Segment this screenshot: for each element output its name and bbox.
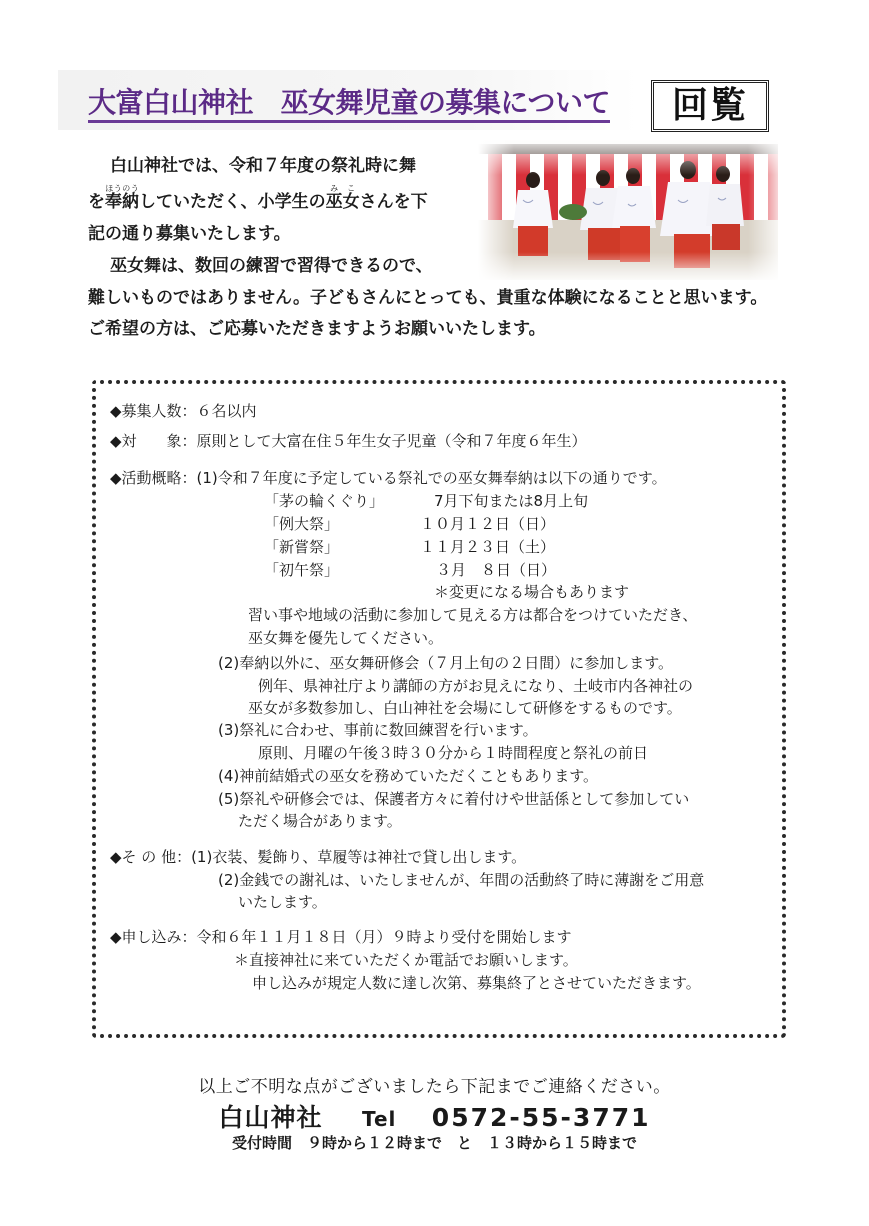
- apply-line-3: 申し込みが規定人数に達し次第、募集終了とさせていただきます。: [252, 974, 701, 992]
- phone-number: 0572-55-3771: [431, 1103, 651, 1132]
- event-date: １１月２３日（土）: [420, 538, 556, 556]
- note-lessons-1: 習い事や地域の活動に参加して見える方は都合をつけていただき、: [248, 606, 698, 624]
- intro-line-1: 白山神社では、令和７年度の祭礼時に舞: [110, 156, 416, 176]
- contact-phone-line: [0, 1098, 869, 1134]
- item5-line-2: ただく場合があります。: [238, 812, 402, 830]
- tel-label: Tel: [361, 1107, 397, 1131]
- apply-line-2: ＊直接神社に来ていただくか電話でお願いします。: [234, 951, 578, 969]
- page-title: 大富白山神社 巫女舞児童の募集について: [88, 86, 610, 123]
- event-name: 「新嘗祭」: [264, 538, 340, 556]
- intro-line-4: 巫女舞は、数回の練習で習得できるので、: [110, 256, 433, 276]
- event-name: 「初午祭」: [264, 561, 340, 579]
- ruby-text-miko: みこ: [325, 184, 360, 193]
- item2-line-1: (2)奉納以外に、巫女舞研修会（７月上旬の２日間）に参加します。: [218, 654, 674, 672]
- intro-line-2: [88, 184, 428, 218]
- reception-hours: 受付時間 ９時から１２時まで と １３時から１５時まで: [231, 1134, 637, 1152]
- circulation-badge: 回覧: [651, 80, 769, 132]
- note-lessons-2: 巫女舞を優先してください。: [248, 629, 444, 647]
- recruit-count: ◆募集人数：６名以内: [110, 402, 257, 420]
- apply-line-1: ◆申し込み：令和６年１１月１８日（月）９時より受付を開始します: [110, 928, 572, 946]
- hono-ruby: [105, 184, 139, 212]
- event-date: １０月１２日（日）: [420, 515, 556, 533]
- activity-head: ◆活動概略：(1)令和７年度に予定している祭礼での巫女舞奉納は以下の通りです。: [110, 469, 667, 487]
- item3-line-2: 原則、月曜の午後３時３０分から１時間程度と祭礼の前日: [258, 744, 649, 762]
- event-name: 「茅の輪くぐり」: [264, 492, 385, 510]
- ruby-text-hono: ほうのう: [105, 184, 139, 193]
- miko-dance-illustration: [478, 140, 778, 280]
- event-date: ３月 ８日（日）: [436, 561, 557, 579]
- intro-line-5: 難しいものではありません。子どもさんにとっても、貴重な体験になることと思います。: [88, 288, 768, 308]
- note-change: ＊変更になる場合もあります: [434, 583, 630, 601]
- event-date: 7月下旬または8月上旬: [434, 492, 589, 510]
- item2-line-2: 例年、県神社庁より講師の方がお見えになり、土岐市内各神社の: [258, 677, 694, 695]
- other-line-3: いたします。: [238, 893, 327, 911]
- other-line-1: ◆そ の 他：(1)衣装、髪飾り、草履等は神社で貸し出します。: [110, 848, 527, 866]
- ruby-base-miko: 巫女: [325, 192, 360, 212]
- intro-line-2-mid: していただく、小学生の: [139, 192, 326, 212]
- item4-line: (4)神前結婚式の巫女を務めていただくこともあります。: [218, 767, 599, 785]
- intro-line-2-pre: を: [88, 192, 105, 212]
- other-line-2: (2)金銭での謝礼は、いたしませんが、年間の活動終了時に薄謝をご用意: [218, 871, 705, 889]
- item3-line-1: (3)祭礼に合わせ、事前に数回練習を行います。: [218, 721, 538, 739]
- event-name: 「例大祭」: [264, 515, 340, 533]
- miko-ruby: [325, 184, 360, 212]
- intro-line-2-post: さんを下: [359, 192, 428, 212]
- miko-dance-photo: [478, 140, 778, 280]
- item2-line-3: 巫女が多数参加し、白山神社を会場にして研修をするものです。: [248, 699, 682, 717]
- shrine-name: 白山神社: [218, 1103, 323, 1132]
- target-line: ◆対 象：原則として大富在住５年生女子児童（令和７年度６年生）: [110, 432, 587, 450]
- intro-line-6: ご希望の方は、ご応募いただきますようお願いいたします。: [88, 319, 546, 339]
- item5-line-1: (5)祭礼や研修会では、保護者方々に着付けや世話係として参加してい: [218, 790, 690, 808]
- ruby-base-hono: 奉納: [105, 192, 139, 212]
- contact-line: 以上ご不明な点がございましたら下記までご連絡ください。: [198, 1077, 671, 1097]
- intro-line-3: 記の通り募集いたします。: [88, 224, 291, 244]
